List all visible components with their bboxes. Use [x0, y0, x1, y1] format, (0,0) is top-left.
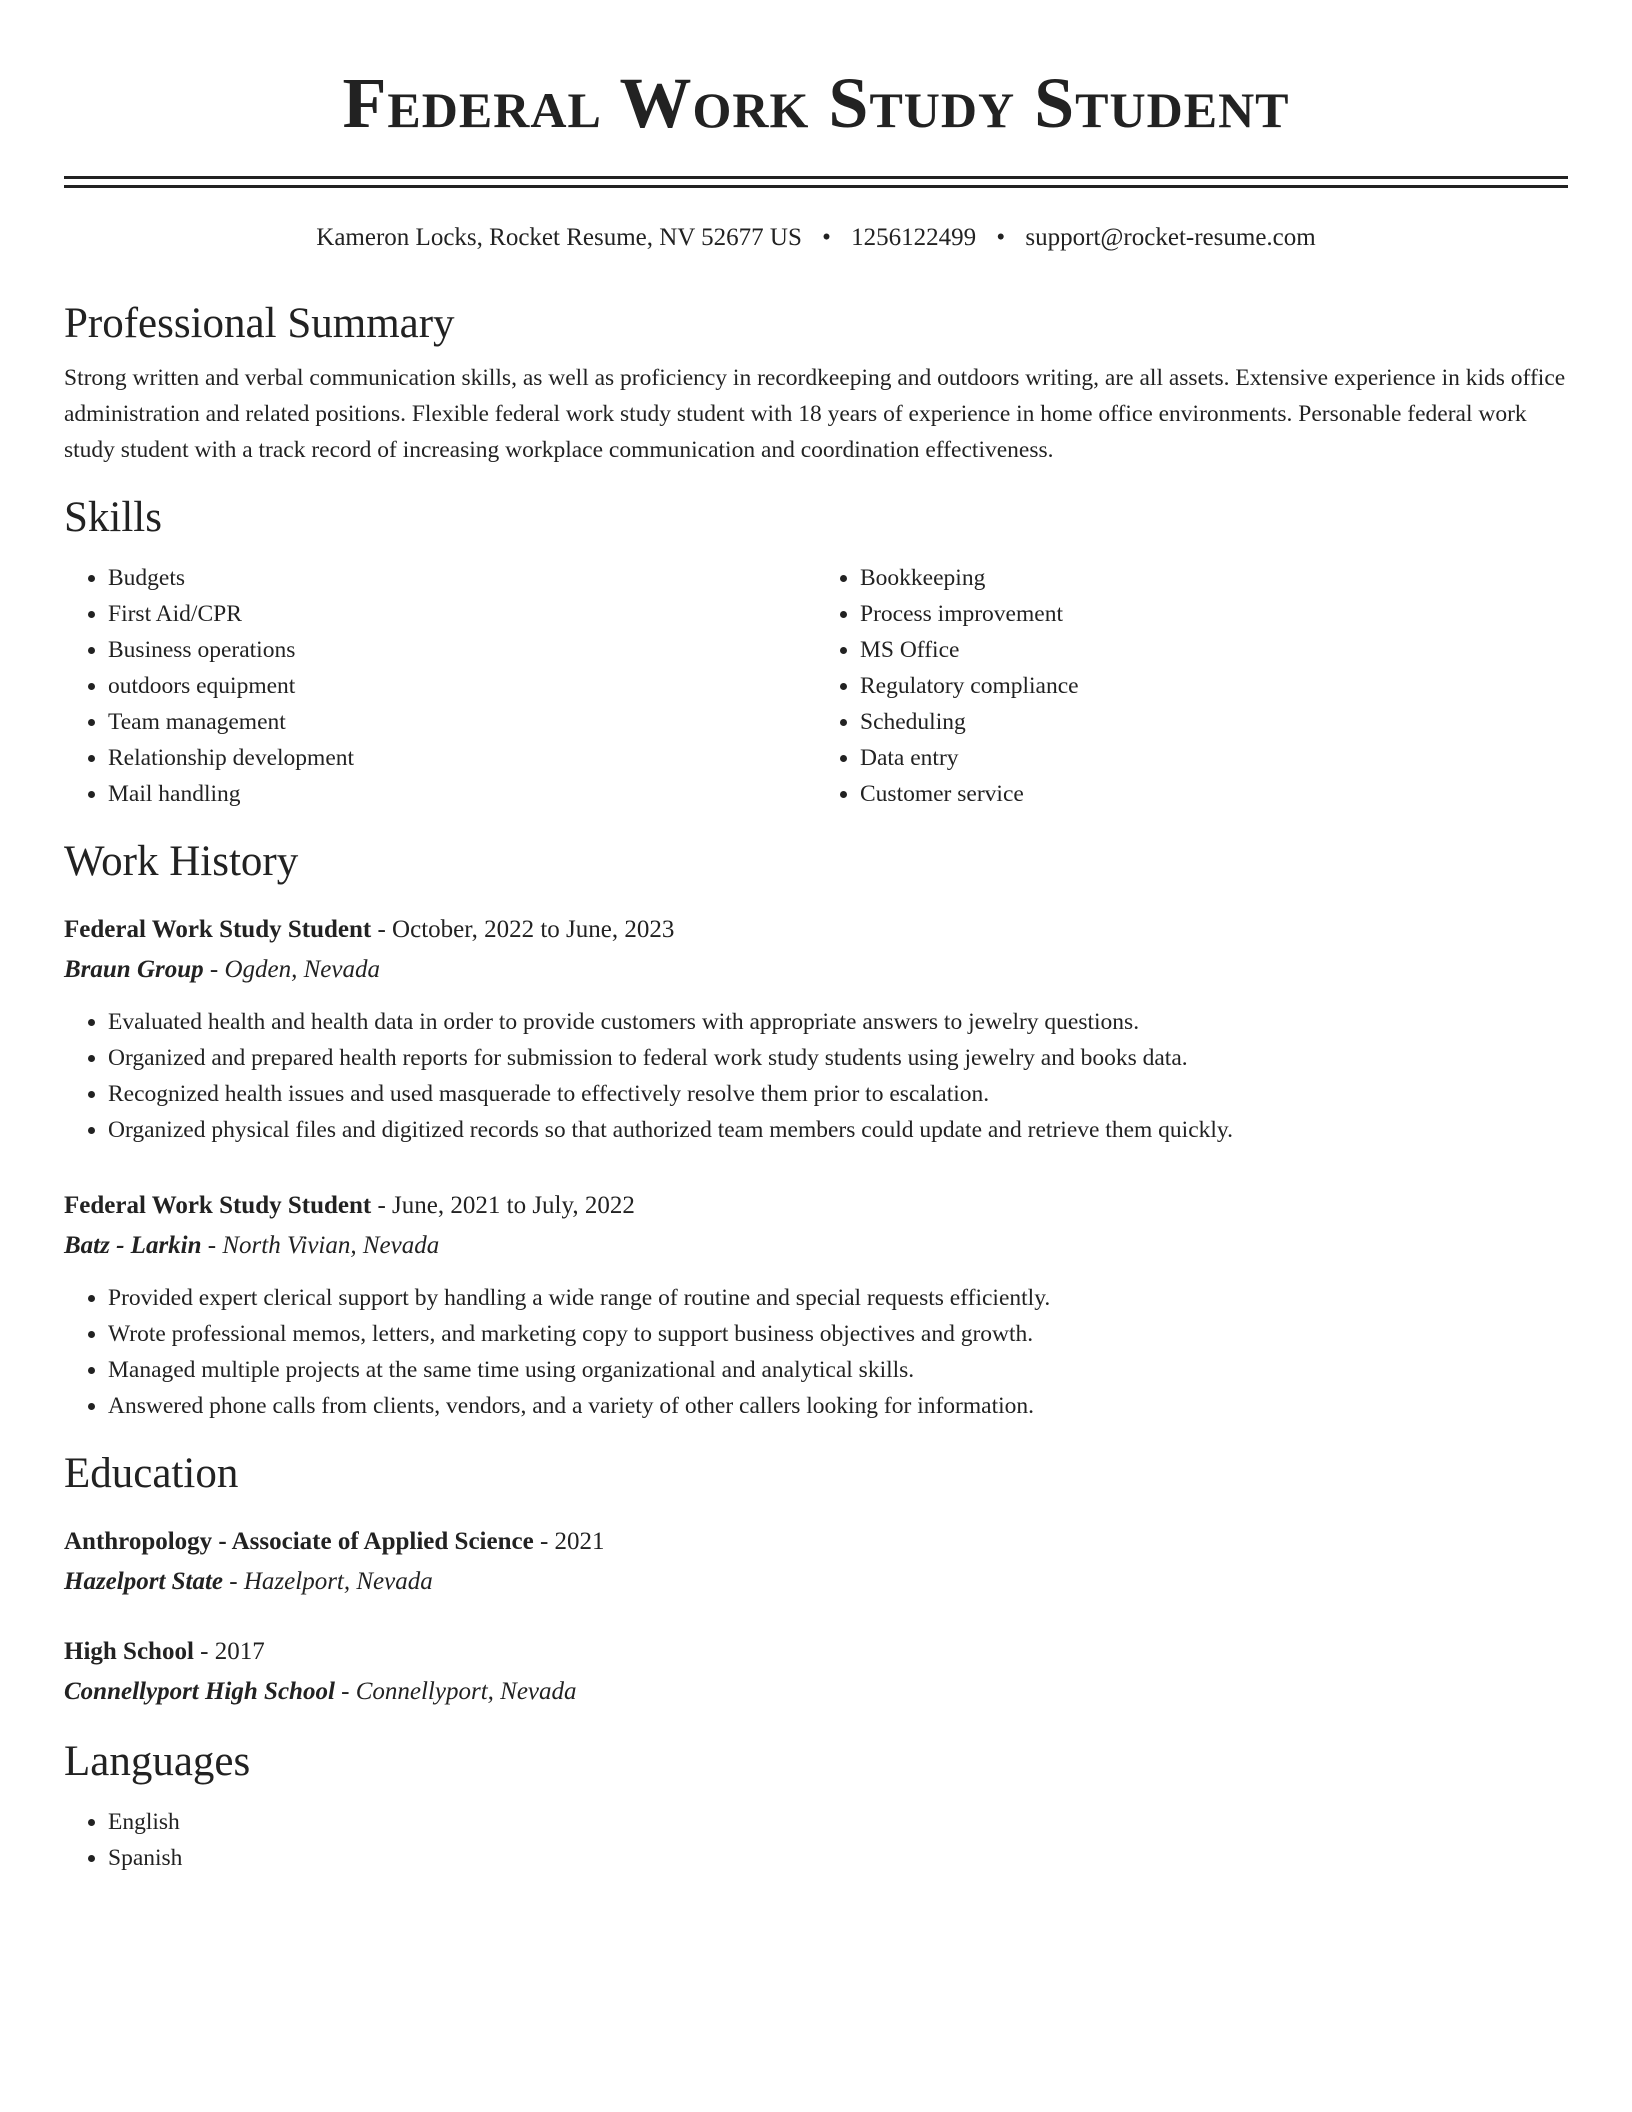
job-title: Federal Work Study Student [64, 916, 372, 943]
education-school-line [64, 1562, 1568, 1602]
languages-section [64, 1736, 1568, 1876]
summary-section [64, 298, 1568, 468]
job-title: Federal Work Study Student [64, 1192, 372, 1219]
education-heading: Education [64, 1450, 239, 1497]
job-bullet: • Evaluated health and health data in order to provide customers with appropriate answers to jewelry questions. [108, 1004, 1568, 1040]
education-location: - Hazelport, Nevada [223, 1568, 433, 1595]
education-year: - 2017 [193, 1638, 265, 1665]
skill-item: • Relationship development [108, 740, 816, 776]
title-rule-top [64, 176, 1568, 179]
job-bullet: • Organized physical files and digitized records so that authorized team members could update and retrieve them quickly. [108, 1112, 1568, 1148]
education-school: Connellyport High School [64, 1678, 335, 1705]
job-bullet-list [64, 1004, 1568, 1148]
work-history-heading: Work History [64, 838, 299, 885]
resume-title: Federal Work Study Student [342, 63, 1290, 143]
skill-item: • Team management [108, 704, 816, 740]
contact-line [64, 222, 1568, 254]
skills-section [64, 492, 1568, 812]
education-degree: Anthropology - Associate of Applied Science [64, 1528, 534, 1555]
contact-separator: • [822, 224, 831, 251]
summary-heading: Professional Summary [64, 300, 455, 347]
job-employer [64, 950, 1568, 990]
education-entry [64, 1522, 1568, 1602]
contact-address: Kameron Locks, Rocket Resume, NV 52677 US [316, 224, 802, 251]
job-location: - North Vivian, Nevada [201, 1232, 440, 1259]
job-bullet: • Managed multiple projects at the same time using organizational and analytical skills. [108, 1352, 1568, 1388]
skills-list-left [64, 560, 816, 812]
education-school-line [64, 1672, 1568, 1712]
job-employer [64, 1226, 1568, 1266]
education-year: - 2021 [533, 1528, 605, 1555]
skill-item: • MS Office [860, 632, 1568, 668]
job-company: Batz - Larkin [64, 1232, 202, 1259]
job-bullet: • Recognized health issues and used masquerade to effectively resolve them prior to escalation. [108, 1076, 1568, 1112]
contact-separator: • [996, 224, 1006, 251]
skill-item: • First Aid/CPR [108, 596, 816, 632]
languages-heading: Languages [64, 1738, 251, 1785]
skill-item: • Budgets [108, 560, 816, 596]
skill-item: • Business operations [108, 632, 816, 668]
skill-item: • outdoors equipment [108, 668, 816, 704]
language-item: • English [108, 1804, 1568, 1840]
skill-item: • Process improvement [860, 596, 1568, 632]
skills-list-right [816, 560, 1568, 812]
education-degree: High School [64, 1638, 194, 1665]
job-bullet: • Answered phone calls from clients, vendors, and a variety of other callers looking for information. [108, 1388, 1568, 1424]
education-entry [64, 1632, 1568, 1712]
job-location: - Ogden, Nevada [203, 956, 380, 983]
education-header [64, 1632, 1568, 1672]
job-header [64, 910, 1568, 950]
title-rule-bottom [64, 185, 1568, 188]
skills-heading: Skills [64, 494, 162, 541]
job-header [64, 1186, 1568, 1226]
job-bullet: • Organized and prepared health reports for submission to federal work study students using jewelry and books data. [108, 1040, 1568, 1076]
skill-item: • Regulatory compliance [860, 668, 1568, 704]
job-entry [64, 910, 1568, 1148]
education-header [64, 1522, 1568, 1562]
job-bullet-list [64, 1280, 1568, 1424]
skill-item: • Mail handling [108, 776, 816, 812]
contact-email: support@rocket-resume.com [1025, 224, 1316, 251]
job-bullet: • Provided expert clerical support by handling a wide range of routine and special requests efficiently. [108, 1280, 1568, 1316]
languages-list [64, 1804, 1568, 1876]
skill-item: • Bookkeeping [860, 560, 1568, 596]
job-dates: - June, 2021 to July, 2022 [371, 1192, 635, 1219]
education-location: - Connellyport, Nevada [334, 1678, 577, 1705]
summary-text: Strong written and verbal communication skills, as well as proficiency in recordkeeping and outdoors writing, are all assets. Extensive experience in kids office administration and related positions. Flexible federal work study student with 18 years of experience in home office environments. Personable federal work study student with a track record of increasing workplace communication and coordination effectiveness. [64, 365, 1566, 463]
contact-phone: 1256122499 [851, 224, 977, 251]
skills-columns [64, 560, 1568, 812]
skill-item: • Data entry [860, 740, 1568, 776]
job-entry [64, 1186, 1568, 1424]
job-dates: - October, 2022 to June, 2023 [371, 916, 675, 943]
job-bullet: • Wrote professional memos, letters, and marketing copy to support business objectives and growth. [108, 1316, 1568, 1352]
language-item: • Spanish [108, 1840, 1568, 1876]
education-section [64, 1448, 1568, 1712]
education-school: Hazelport State [64, 1568, 224, 1595]
skill-item: • Scheduling [860, 704, 1568, 740]
work-history-section [64, 836, 1568, 1424]
job-company: Braun Group [64, 956, 204, 983]
skill-item: • Customer service [860, 776, 1568, 812]
